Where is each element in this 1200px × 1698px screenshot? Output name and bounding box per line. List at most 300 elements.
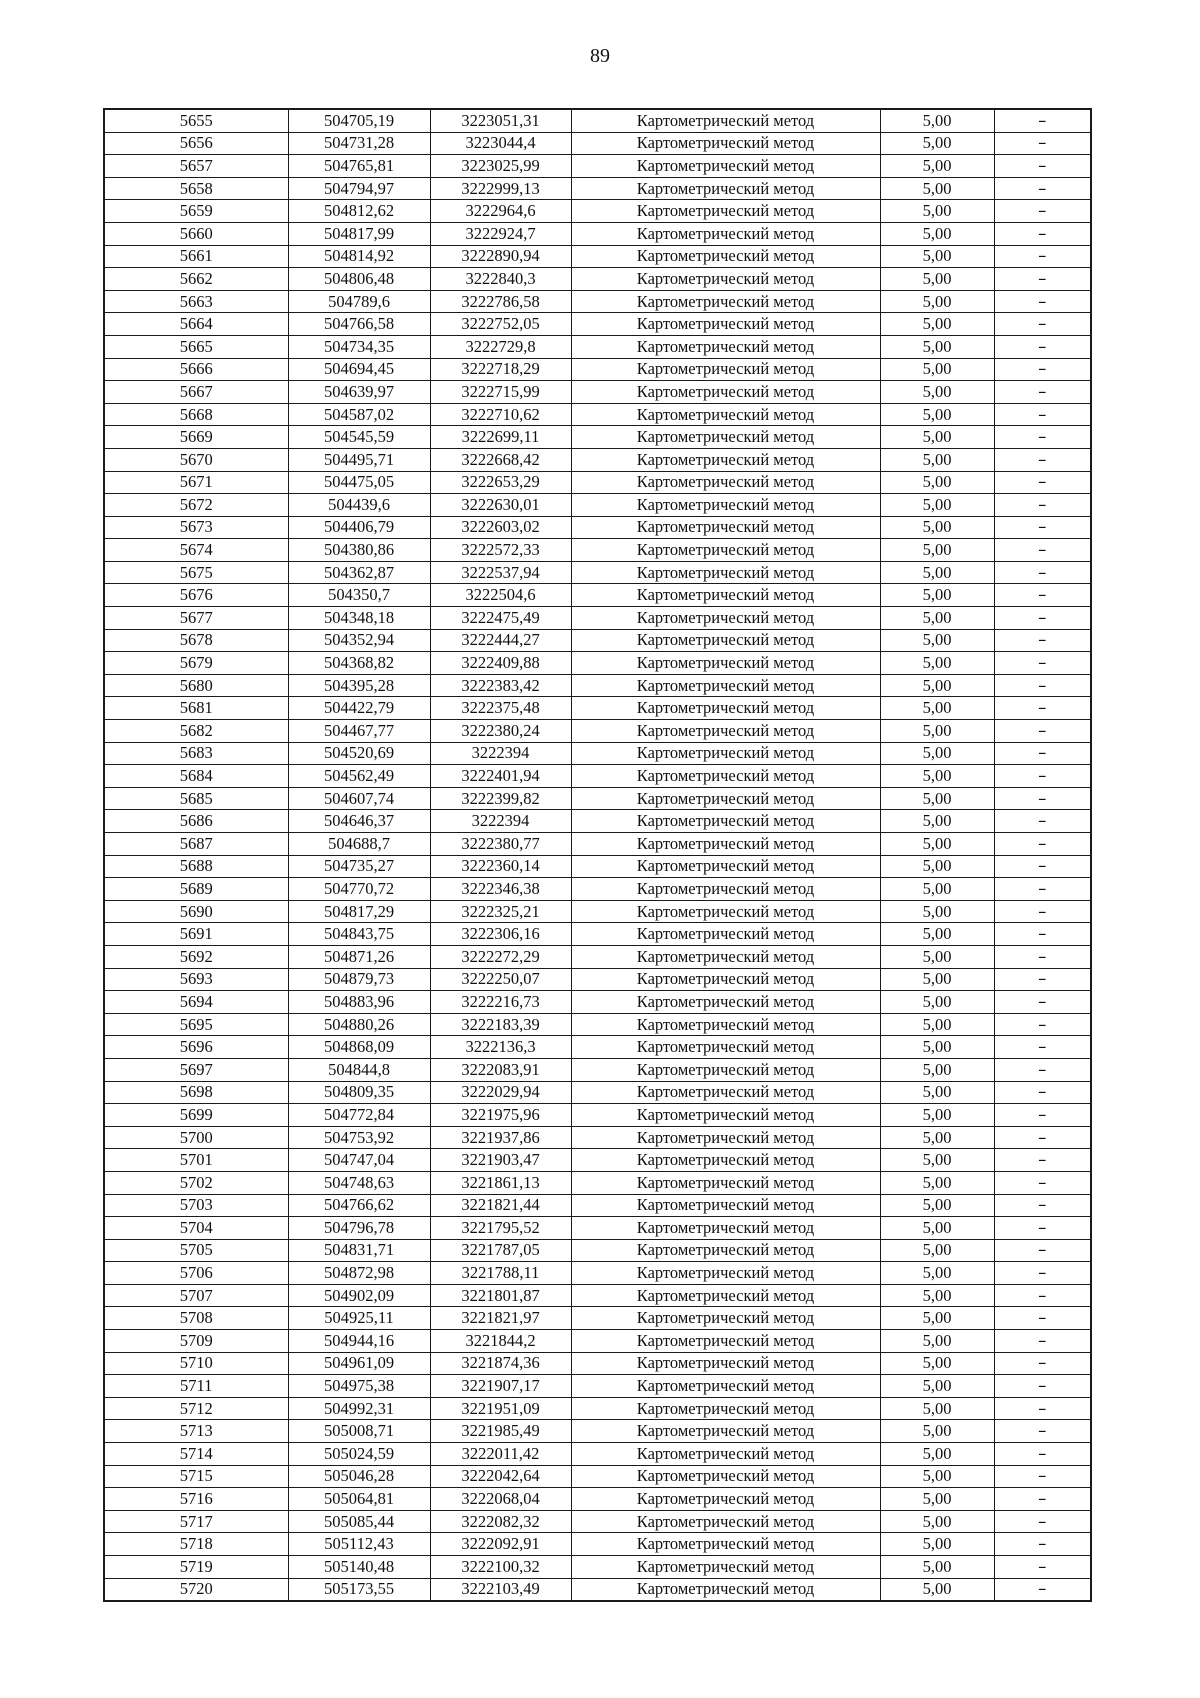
y-coordinate-cell: 3222603,02 [430,516,571,539]
table-row [104,561,1091,584]
x-coordinate-cell: 504809,35 [288,1081,430,1104]
note-cell: – [994,878,1091,901]
y-coordinate-cell: 3221795,52 [430,1217,571,1240]
table-row [104,1375,1091,1398]
x-coordinate-cell: 504806,48 [288,268,430,291]
table-row [104,652,1091,675]
y-coordinate-cell: 3222250,07 [430,968,571,991]
table-row [104,1465,1091,1488]
y-coordinate-cell: 3222083,91 [430,1058,571,1081]
table-row [104,471,1091,494]
x-coordinate-cell: 504944,16 [288,1330,430,1353]
point-number-cell: 5684 [104,765,288,788]
accuracy-cell: 5,00 [880,1239,994,1262]
note-cell: – [994,358,1091,381]
point-number-cell: 5717 [104,1510,288,1533]
note-cell: – [994,720,1091,743]
point-number-cell: 5681 [104,697,288,720]
x-coordinate-cell: 504883,96 [288,991,430,1014]
method-cell: Картометрический метод [571,1510,880,1533]
table-row [104,674,1091,697]
note-cell: – [994,290,1091,313]
method-cell: Картометрический метод [571,833,880,856]
y-coordinate-cell: 3222029,94 [430,1081,571,1104]
note-cell: – [994,742,1091,765]
point-number-cell: 5657 [104,155,288,178]
point-number-cell: 5666 [104,358,288,381]
method-cell: Картометрический метод [571,629,880,652]
x-coordinate-cell: 504817,99 [288,222,430,245]
table-row [104,945,1091,968]
table-row [104,1126,1091,1149]
x-coordinate-cell: 504495,71 [288,448,430,471]
point-number-cell: 5669 [104,426,288,449]
note-cell: – [994,1375,1091,1398]
accuracy-cell: 5,00 [880,155,994,178]
table-row [104,516,1091,539]
x-coordinate-cell: 504646,37 [288,810,430,833]
table-row [104,1420,1091,1443]
note-cell: – [994,833,1091,856]
accuracy-cell: 5,00 [880,945,994,968]
y-coordinate-cell: 3222100,32 [430,1556,571,1579]
note-cell: – [994,1284,1091,1307]
point-number-cell: 5707 [104,1284,288,1307]
y-coordinate-cell: 3221907,17 [430,1375,571,1398]
note-cell: – [994,810,1091,833]
x-coordinate-cell: 504639,97 [288,381,430,404]
table-row [104,494,1091,517]
y-coordinate-cell: 3222964,6 [430,200,571,223]
method-cell: Картометрический метод [571,1375,880,1398]
point-number-cell: 5656 [104,132,288,155]
note-cell: – [994,1262,1091,1285]
y-coordinate-cell: 3222103,49 [430,1578,571,1601]
table-row [104,607,1091,630]
y-coordinate-cell: 3222383,42 [430,674,571,697]
point-number-cell: 5709 [104,1330,288,1353]
point-number-cell: 5699 [104,1104,288,1127]
y-coordinate-cell: 3221821,44 [430,1194,571,1217]
method-cell: Картометрический метод [571,742,880,765]
x-coordinate-cell: 504395,28 [288,674,430,697]
point-number-cell: 5671 [104,471,288,494]
y-coordinate-cell: 3222375,48 [430,697,571,720]
accuracy-cell: 5,00 [880,109,994,132]
note-cell: – [994,403,1091,426]
coordinates-table [103,108,1092,1602]
table-row [104,720,1091,743]
method-cell: Картометрический метод [571,426,880,449]
x-coordinate-cell: 504545,59 [288,426,430,449]
point-number-cell: 5667 [104,381,288,404]
y-coordinate-cell: 3221937,86 [430,1126,571,1149]
y-coordinate-cell: 3222572,33 [430,539,571,562]
table-row [104,335,1091,358]
y-coordinate-cell: 3222475,49 [430,607,571,630]
point-number-cell: 5683 [104,742,288,765]
table-row [104,923,1091,946]
accuracy-cell: 5,00 [880,1058,994,1081]
y-coordinate-cell: 3222394 [430,742,571,765]
point-number-cell: 5659 [104,200,288,223]
x-coordinate-cell: 504992,31 [288,1397,430,1420]
table-row [104,1217,1091,1240]
method-cell: Картометрический метод [571,177,880,200]
page-number: 89 [590,45,610,67]
y-coordinate-cell: 3222718,29 [430,358,571,381]
accuracy-cell: 5,00 [880,968,994,991]
y-coordinate-cell: 3221787,05 [430,1239,571,1262]
accuracy-cell: 5,00 [880,697,994,720]
method-cell: Картометрический метод [571,810,880,833]
method-cell: Картометрический метод [571,968,880,991]
x-coordinate-cell: 504731,28 [288,132,430,155]
note-cell: – [994,1307,1091,1330]
point-number-cell: 5704 [104,1217,288,1240]
y-coordinate-cell: 3221975,96 [430,1104,571,1127]
table-row [104,200,1091,223]
accuracy-cell: 5,00 [880,652,994,675]
method-cell: Картометрический метод [571,381,880,404]
accuracy-cell: 5,00 [880,222,994,245]
accuracy-cell: 5,00 [880,1262,994,1285]
y-coordinate-cell: 3222401,94 [430,765,571,788]
y-coordinate-cell: 3222346,38 [430,878,571,901]
y-coordinate-cell: 3222668,42 [430,448,571,471]
method-cell: Картометрический метод [571,607,880,630]
method-cell: Картометрический метод [571,313,880,336]
point-number-cell: 5700 [104,1126,288,1149]
point-number-cell: 5697 [104,1058,288,1081]
table-row [104,968,1091,991]
x-coordinate-cell: 504705,19 [288,109,430,132]
method-cell: Картометрический метод [571,1217,880,1240]
accuracy-cell: 5,00 [880,448,994,471]
x-coordinate-cell: 504772,84 [288,1104,430,1127]
note-cell: – [994,1081,1091,1104]
table-row [104,1556,1091,1579]
table-row [104,697,1091,720]
point-number-cell: 5679 [104,652,288,675]
accuracy-cell: 5,00 [880,1284,994,1307]
table-row [104,1104,1091,1127]
note-cell: – [994,1465,1091,1488]
y-coordinate-cell: 3222082,32 [430,1510,571,1533]
y-coordinate-cell: 3222630,01 [430,494,571,517]
accuracy-cell: 5,00 [880,1533,994,1556]
point-number-cell: 5665 [104,335,288,358]
y-coordinate-cell: 3222444,27 [430,629,571,652]
accuracy-cell: 5,00 [880,720,994,743]
note-cell: – [994,1533,1091,1556]
method-cell: Картометрический метод [571,539,880,562]
method-cell: Картометрический метод [571,335,880,358]
accuracy-cell: 5,00 [880,268,994,291]
method-cell: Картометрический метод [571,1284,880,1307]
accuracy-cell: 5,00 [880,1443,994,1466]
table-row [104,1443,1091,1466]
accuracy-cell: 5,00 [880,833,994,856]
note-cell: – [994,516,1091,539]
table-row [104,109,1091,132]
point-number-cell: 5714 [104,1443,288,1466]
note-cell: – [994,471,1091,494]
y-coordinate-cell: 3221821,97 [430,1307,571,1330]
note-cell: – [994,335,1091,358]
method-cell: Картометрический метод [571,561,880,584]
x-coordinate-cell: 504380,86 [288,539,430,562]
point-number-cell: 5695 [104,1013,288,1036]
note-cell: – [994,991,1091,1014]
note-cell: – [994,1352,1091,1375]
point-number-cell: 5690 [104,900,288,923]
method-cell: Картометрический метод [571,697,880,720]
accuracy-cell: 5,00 [880,358,994,381]
table-row [104,900,1091,923]
x-coordinate-cell: 504362,87 [288,561,430,584]
point-number-cell: 5655 [104,109,288,132]
note-cell: – [994,607,1091,630]
accuracy-cell: 5,00 [880,1420,994,1443]
x-coordinate-cell: 504794,97 [288,177,430,200]
note-cell: – [994,1420,1091,1443]
y-coordinate-cell: 3222216,73 [430,991,571,1014]
x-coordinate-cell: 504348,18 [288,607,430,630]
method-cell: Картометрический метод [571,1194,880,1217]
method-cell: Картометрический метод [571,1239,880,1262]
method-cell: Картометрический метод [571,720,880,743]
table-row [104,1284,1091,1307]
point-number-cell: 5678 [104,629,288,652]
point-number-cell: 5715 [104,1465,288,1488]
x-coordinate-cell: 504520,69 [288,742,430,765]
point-number-cell: 5711 [104,1375,288,1398]
accuracy-cell: 5,00 [880,539,994,562]
x-coordinate-cell: 504422,79 [288,697,430,720]
point-number-cell: 5719 [104,1556,288,1579]
note-cell: – [994,765,1091,788]
table-row [104,1352,1091,1375]
method-cell: Картометрический метод [571,1465,880,1488]
x-coordinate-cell: 504734,35 [288,335,430,358]
point-number-cell: 5688 [104,855,288,878]
x-coordinate-cell: 504467,77 [288,720,430,743]
point-number-cell: 5692 [104,945,288,968]
method-cell: Картометрический метод [571,1013,880,1036]
y-coordinate-cell: 3221903,47 [430,1149,571,1172]
y-coordinate-cell: 3221788,11 [430,1262,571,1285]
y-coordinate-cell: 3221951,09 [430,1397,571,1420]
accuracy-cell: 5,00 [880,290,994,313]
method-cell: Картометрический метод [571,471,880,494]
note-cell: – [994,494,1091,517]
accuracy-cell: 5,00 [880,855,994,878]
accuracy-cell: 5,00 [880,200,994,223]
accuracy-cell: 5,00 [880,765,994,788]
table-row [104,1397,1091,1420]
accuracy-cell: 5,00 [880,1104,994,1127]
point-number-cell: 5696 [104,1036,288,1059]
method-cell: Картометрический метод [571,1556,880,1579]
table-row [104,742,1091,765]
note-cell: – [994,1397,1091,1420]
note-cell: – [994,1194,1091,1217]
method-cell: Картометрический метод [571,268,880,291]
point-number-cell: 5702 [104,1171,288,1194]
accuracy-cell: 5,00 [880,1217,994,1240]
method-cell: Картометрический метод [571,1058,880,1081]
table-row [104,177,1091,200]
method-cell: Картометрический метод [571,494,880,517]
method-cell: Картометрический метод [571,403,880,426]
table-row [104,1171,1091,1194]
y-coordinate-cell: 3222653,29 [430,471,571,494]
y-coordinate-cell: 3222537,94 [430,561,571,584]
accuracy-cell: 5,00 [880,245,994,268]
x-coordinate-cell: 504587,02 [288,403,430,426]
x-coordinate-cell: 505064,81 [288,1488,430,1511]
point-number-cell: 5658 [104,177,288,200]
method-cell: Картометрический метод [571,991,880,1014]
y-coordinate-cell: 3221801,87 [430,1284,571,1307]
x-coordinate-cell: 505008,71 [288,1420,430,1443]
method-cell: Картометрический метод [571,878,880,901]
x-coordinate-cell: 504747,04 [288,1149,430,1172]
accuracy-cell: 5,00 [880,629,994,652]
method-cell: Картометрический метод [571,855,880,878]
note-cell: – [994,629,1091,652]
table-row [104,878,1091,901]
table-row [104,1488,1091,1511]
x-coordinate-cell: 505085,44 [288,1510,430,1533]
x-coordinate-cell: 505046,28 [288,1465,430,1488]
x-coordinate-cell: 504688,7 [288,833,430,856]
method-cell: Картометрический метод [571,674,880,697]
accuracy-cell: 5,00 [880,810,994,833]
note-cell: – [994,222,1091,245]
table-row [104,155,1091,178]
method-cell: Картометрический метод [571,652,880,675]
table-row [104,1510,1091,1533]
x-coordinate-cell: 505024,59 [288,1443,430,1466]
point-number-cell: 5720 [104,1578,288,1601]
accuracy-cell: 5,00 [880,1013,994,1036]
x-coordinate-cell: 504871,26 [288,945,430,968]
x-coordinate-cell: 504406,79 [288,516,430,539]
x-coordinate-cell: 505140,48 [288,1556,430,1579]
accuracy-cell: 5,00 [880,335,994,358]
point-number-cell: 5706 [104,1262,288,1285]
x-coordinate-cell: 504868,09 [288,1036,430,1059]
y-coordinate-cell: 3222699,11 [430,426,571,449]
point-number-cell: 5716 [104,1488,288,1511]
x-coordinate-cell: 504766,58 [288,313,430,336]
table-row [104,290,1091,313]
accuracy-cell: 5,00 [880,313,994,336]
accuracy-cell: 5,00 [880,561,994,584]
note-cell: – [994,109,1091,132]
method-cell: Картометрический метод [571,1126,880,1149]
point-number-cell: 5694 [104,991,288,1014]
x-coordinate-cell: 504607,74 [288,787,430,810]
note-cell: – [994,1013,1091,1036]
x-coordinate-cell: 505112,43 [288,1533,430,1556]
y-coordinate-cell: 3222272,29 [430,945,571,968]
method-cell: Картометрический метод [571,1149,880,1172]
method-cell: Картометрический метод [571,1578,880,1601]
table-row [104,539,1091,562]
method-cell: Картометрический метод [571,584,880,607]
note-cell: – [994,177,1091,200]
method-cell: Картометрический метод [571,290,880,313]
method-cell: Картометрический метод [571,1443,880,1466]
point-number-cell: 5713 [104,1420,288,1443]
method-cell: Картометрический метод [571,1330,880,1353]
x-coordinate-cell: 504872,98 [288,1262,430,1285]
accuracy-cell: 5,00 [880,381,994,404]
accuracy-cell: 5,00 [880,1510,994,1533]
y-coordinate-cell: 3222325,21 [430,900,571,923]
accuracy-cell: 5,00 [880,584,994,607]
y-coordinate-cell: 3222999,13 [430,177,571,200]
method-cell: Картометрический метод [571,1397,880,1420]
note-cell: – [994,787,1091,810]
note-cell: – [994,1104,1091,1127]
table-row [104,810,1091,833]
x-coordinate-cell: 504879,73 [288,968,430,991]
accuracy-cell: 5,00 [880,1307,994,1330]
note-cell: – [994,268,1091,291]
method-cell: Картометрический метод [571,1533,880,1556]
point-number-cell: 5686 [104,810,288,833]
y-coordinate-cell: 3222306,16 [430,923,571,946]
accuracy-cell: 5,00 [880,742,994,765]
point-number-cell: 5701 [104,1149,288,1172]
point-number-cell: 5674 [104,539,288,562]
table-row [104,358,1091,381]
x-coordinate-cell: 504925,11 [288,1307,430,1330]
accuracy-cell: 5,00 [880,1171,994,1194]
method-cell: Картометрический метод [571,765,880,788]
table-row [104,787,1091,810]
x-coordinate-cell: 504735,27 [288,855,430,878]
note-cell: – [994,155,1091,178]
y-coordinate-cell: 3222394 [430,810,571,833]
y-coordinate-cell: 3221874,36 [430,1352,571,1375]
method-cell: Картометрический метод [571,200,880,223]
x-coordinate-cell: 504902,09 [288,1284,430,1307]
method-cell: Картометрический метод [571,1171,880,1194]
x-coordinate-cell: 504350,7 [288,584,430,607]
table-row [104,222,1091,245]
accuracy-cell: 5,00 [880,1149,994,1172]
note-cell: – [994,1488,1091,1511]
note-cell: – [994,313,1091,336]
accuracy-cell: 5,00 [880,471,994,494]
note-cell: – [994,900,1091,923]
point-number-cell: 5676 [104,584,288,607]
y-coordinate-cell: 3221844,2 [430,1330,571,1353]
accuracy-cell: 5,00 [880,494,994,517]
x-coordinate-cell: 504843,75 [288,923,430,946]
note-cell: – [994,1058,1091,1081]
point-number-cell: 5680 [104,674,288,697]
point-number-cell: 5712 [104,1397,288,1420]
method-cell: Картометрический метод [571,923,880,946]
accuracy-cell: 5,00 [880,674,994,697]
table-body [104,109,1091,1601]
